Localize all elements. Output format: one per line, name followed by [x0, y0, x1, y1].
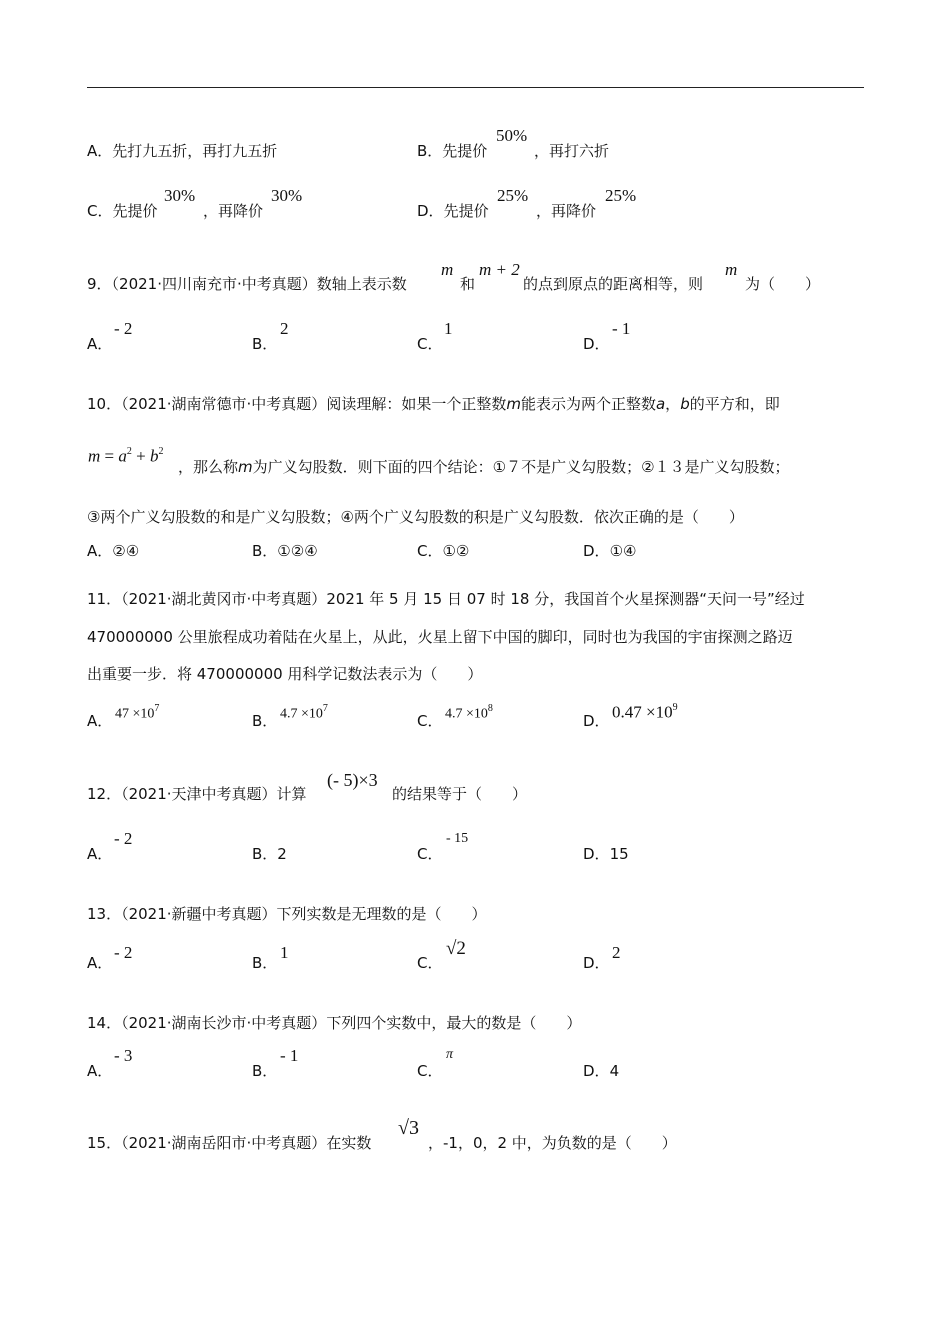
option-value: ①② [442, 542, 470, 560]
question-source: （2021·湖南长沙市·中考真题） [121, 1014, 327, 1032]
sci-exp: 7 [154, 703, 160, 714]
q13-option-c-value: √2 [446, 938, 466, 959]
q12-expression: (- 5)×3 [327, 770, 378, 790]
q10-option-c [417, 542, 469, 560]
option-value: 15 [609, 845, 629, 863]
stem-text: 阅读理解：如果一个正整数 [326, 395, 507, 413]
stem-text: 计算 [276, 785, 307, 803]
q11-option-b-label: B． [252, 712, 278, 730]
sci-exp: 8 [487, 703, 493, 714]
q8-option-b [417, 142, 487, 160]
option-label: D． [417, 202, 444, 220]
q10-option-b [252, 542, 318, 560]
option-label: A． [87, 542, 113, 560]
q10-line-3: ③两个广义勾股数的和是广义勾股数；④两个广义勾股数的积是广义勾股数．依次正确的是（ ） [87, 508, 744, 526]
q13-option-d-label: D． [583, 954, 610, 972]
question-source: （2021·湖南岳阳市·中考真题） [121, 1134, 327, 1152]
q10-formula [88, 444, 163, 466]
q12-option-a-value: - 2 [114, 829, 133, 848]
option-value: ②④ [112, 542, 140, 560]
question-source: （2021·天津中考真题） [121, 785, 277, 803]
q11-option-a-value [115, 701, 159, 724]
formula-b: b [149, 446, 159, 466]
q9-var-m: m [441, 260, 454, 279]
q14-option-c-label: C． [417, 1062, 443, 1080]
q10-option-a [87, 542, 139, 560]
formula-a: a [118, 446, 127, 466]
var-m: m [238, 458, 253, 476]
stem-text: 能表示为两个正整数 [520, 395, 656, 413]
q8-d-math2: 25% [605, 186, 637, 205]
option-label: D． [583, 845, 610, 863]
sci-exp: 9 [672, 702, 678, 713]
stem-text: 数轴上表示数 [316, 275, 407, 293]
q14-option-b-label: B． [252, 1062, 278, 1080]
option-label: D． [583, 1062, 610, 1080]
q11-option-d-label: D． [583, 712, 610, 730]
sci-exp: 7 [322, 703, 328, 714]
q8-b-post: ，再打六折 [534, 142, 610, 160]
question-source: （2021·四川南充市·中考真题） [111, 275, 317, 293]
question-number: 14． [87, 1014, 122, 1032]
q9-option-d-value: - 1 [612, 319, 631, 338]
question-number: 12． [87, 785, 122, 803]
q12-stem [87, 785, 307, 803]
q14-option-c-value: π [446, 1047, 454, 1062]
question-number: 9． [87, 275, 112, 293]
option-label: B． [252, 542, 278, 560]
q8-d-math1: 25% [497, 186, 529, 205]
formula-eq: = [100, 446, 119, 466]
q8-option-a [87, 142, 277, 160]
q10-line-1 [87, 395, 780, 413]
option-label: B． [252, 845, 278, 863]
q9-option-b-label: B． [252, 335, 278, 353]
q9-var-m-2: m [725, 260, 738, 279]
q15-sqrt3: √3 [398, 1117, 419, 1139]
q9-option-a-value: - 2 [114, 319, 133, 338]
q11-option-c-label: C． [417, 712, 443, 730]
q9-stem-2: 的点到原点的距离相等，则 [523, 275, 704, 293]
formula-m: m [88, 446, 101, 466]
q13-option-c-label: C． [417, 954, 443, 972]
stem-text: 在实数 [326, 1134, 372, 1152]
sci-base: 47 ×10 [115, 706, 155, 722]
option-label: C． [87, 202, 113, 220]
q13-option-a-value: - 2 [114, 943, 133, 962]
question-number: 13． [87, 905, 122, 923]
stem-text: 为广义勾股数．则下面的四个结论：①７不是广义勾股数；②１３是广义勾股数； [252, 458, 790, 476]
exponent: 2 [158, 446, 164, 457]
q8-b-math: 50% [496, 126, 528, 145]
q10-option-d [583, 542, 636, 560]
q8-d-mid: ，再降价 [536, 202, 597, 220]
q13-stem [87, 905, 487, 923]
q14-option-a-value: - 3 [114, 1046, 133, 1065]
q14-option-d [583, 1062, 619, 1080]
q11-option-d-value [612, 700, 678, 722]
header-rule [87, 87, 864, 88]
q9-stem-3: 为（ ） [745, 275, 821, 293]
q9-option-b-value: 2 [280, 319, 289, 338]
option-value: 4 [609, 1062, 620, 1080]
q14-stem [87, 1014, 581, 1032]
formula-plus: + [131, 446, 150, 466]
q8-option-c [87, 202, 158, 220]
option-text: 先提价 [443, 202, 489, 220]
var-a: a [655, 395, 666, 413]
question-source: （2021·湖南常德市·中考真题） [121, 395, 327, 413]
stem-text: 下列实数是无理数的是（ ） [276, 905, 487, 923]
option-value: ①②④ [277, 542, 318, 560]
q15-stem-2: ，-1，0，2 中，为负数的是（ ） [428, 1134, 677, 1152]
q9-stem [87, 275, 407, 293]
q9-option-a-label: A． [87, 335, 113, 353]
q15-stem [87, 1134, 371, 1152]
sci-base: 4.7 ×10 [445, 706, 488, 722]
option-text: 先提价 [442, 142, 488, 160]
stem-text: 2021 年 5 月 15 日 07 时 18 分，我国首个火星探测器“天问一号”经过 [326, 590, 805, 608]
var-m: m [506, 395, 521, 413]
q11-option-a-label: A． [87, 712, 113, 730]
q8-c-math2: 30% [271, 186, 303, 205]
q14-option-b-value: - 1 [280, 1046, 299, 1065]
q12-option-a-label: A． [87, 845, 113, 863]
q11-line-1 [87, 590, 805, 608]
exponent: 2 [126, 446, 132, 457]
question-number: 11． [87, 590, 122, 608]
stem-text: ， [665, 395, 681, 413]
question-number: 10． [87, 395, 122, 413]
option-label: A． [87, 142, 113, 160]
q8-c-math1: 30% [164, 186, 196, 205]
q11-line-2: 470000000 公里旅程成功着陆在火星上，从此，火星上留下中国的脚印，同时也为我国的宇宙探测之路迈 [87, 628, 793, 646]
q11-option-b-value [280, 701, 328, 724]
q12-option-c-value: - 15 [446, 831, 469, 846]
stem-text: 下列四个实数中，最大的数是（ ） [326, 1014, 582, 1032]
q14-option-a-label: A． [87, 1062, 113, 1080]
q12-option-d [583, 845, 629, 863]
question-source: （2021·新疆中考真题） [121, 905, 277, 923]
q12-stem-2: 的结果等于（ ） [392, 785, 528, 803]
option-label: D． [583, 542, 610, 560]
q9-m-plus-2: m + 2 [479, 260, 520, 279]
sci-base: 4.7 ×10 [280, 706, 323, 722]
option-label: C． [417, 542, 443, 560]
var-b: b [680, 395, 690, 413]
question-number: 15． [87, 1134, 122, 1152]
q12-option-c-label: C． [417, 845, 443, 863]
q11-option-c-value [445, 701, 493, 724]
q10-line-2 [178, 458, 790, 476]
option-label: B． [417, 142, 443, 160]
sci-base: 0.47 ×10 [612, 702, 673, 722]
q13-option-b-label: B． [252, 954, 278, 972]
q8-c-mid: ，再降价 [203, 202, 264, 220]
q13-option-d-value: 2 [612, 943, 621, 962]
q8-option-d [417, 202, 489, 220]
q11-line-3: 出重要一步．将 470000000 用科学记数法表示为（ ） [87, 665, 483, 683]
q13-option-b-value: 1 [280, 943, 289, 962]
option-text: 先打九五折，再打九五折 [112, 142, 278, 160]
q9-option-c-value: 1 [444, 319, 453, 338]
q12-option-b [252, 845, 287, 863]
option-value: 2 [277, 845, 287, 863]
option-value: ①④ [609, 542, 637, 560]
q9-and: 和 [460, 275, 476, 293]
stem-text: 的平方和，即 [689, 395, 780, 413]
option-text: 先提价 [112, 202, 158, 220]
q13-option-a-label: A． [87, 954, 113, 972]
stem-text: ，那么称 [178, 458, 239, 476]
question-source: （2021·湖北黄冈市·中考真题） [121, 590, 327, 608]
q9-option-c-label: C． [417, 335, 443, 353]
q9-option-d-label: D． [583, 335, 610, 353]
